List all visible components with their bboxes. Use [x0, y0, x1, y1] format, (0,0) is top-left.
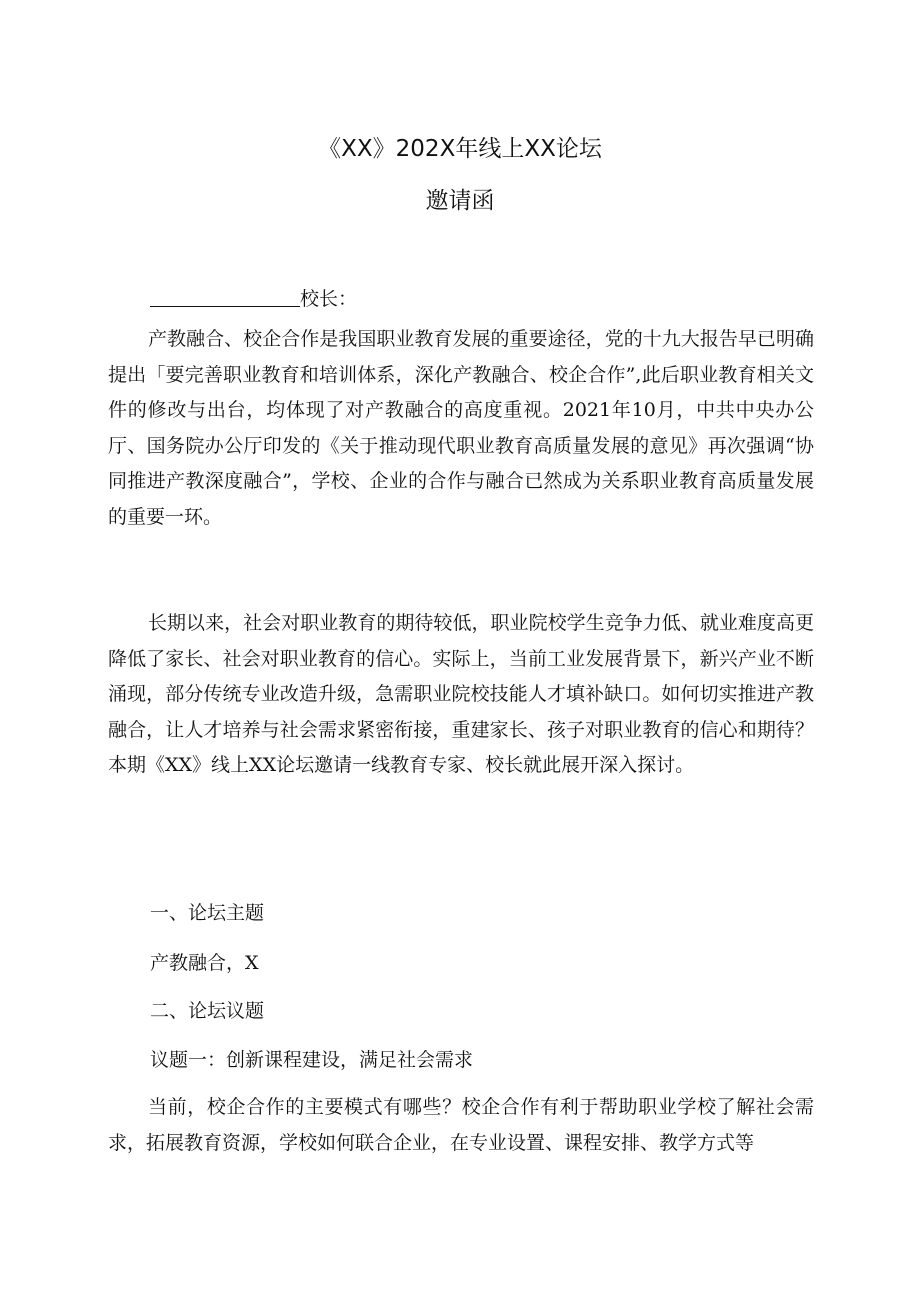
topics-heading: 二、论坛议题 [150, 1000, 265, 1022]
document-title: 《XX》202X年线上XX论坛 [318, 136, 602, 162]
theme-text: 产教融合，X [150, 952, 259, 974]
background-paragraph: 长期以来，社会对职业教育的期待较低，职业院校学生竞争力低、就业难度高更降低了家长、社会对职业教育的信心。实际上，当前工业发展背景下，新兴产业不断涌现，部分传统专业改造升级，急需职业院校技能人才填补缺口。如何切实推进产教融合，让人才培养与社会需求紧密衔接，重建家长、孩子对职业教育的信心和期待？本期《XX》线上XX论坛邀请一线教育专家、校长就此展开深入探讨。 [108, 612, 814, 776]
name-blank-line [150, 284, 300, 307]
salutation [150, 284, 357, 312]
topic1-paragraph: 当前，校企合作的主要模式有哪些？校企合作有利于帮助职业学校了解社会需求，拓展教育资源，学校如何联合企业，在专业设置、课程安排、教学方式等 [108, 1096, 814, 1154]
salutation-suffix: 校长： [300, 288, 358, 310]
topic1-title: 议题一：创新课程建设，满足社会需求 [150, 1049, 474, 1071]
intro-paragraph: 产教融合、校企合作是我国职业教育发展的重要途径，党的十九大报告早已明确提出「要完善职业教育和培训体系，深化产教融合、校企合作”,此后职业教育相关文件的修改与出台，均体现了对产教融合的高度重视。2021年10月，中共中央办公厅、国务院办公厅印发的《关于推动现代职业教育高质量发展的意见》再次强调“协同推进产教深度融合”，学校、企业的合作与融合已然成为关系职业教育高质量发展的重要一环。 [108, 328, 814, 528]
theme-heading: 一、论坛主题 [150, 902, 265, 924]
document-subtitle: 邀请函 [425, 188, 495, 214]
